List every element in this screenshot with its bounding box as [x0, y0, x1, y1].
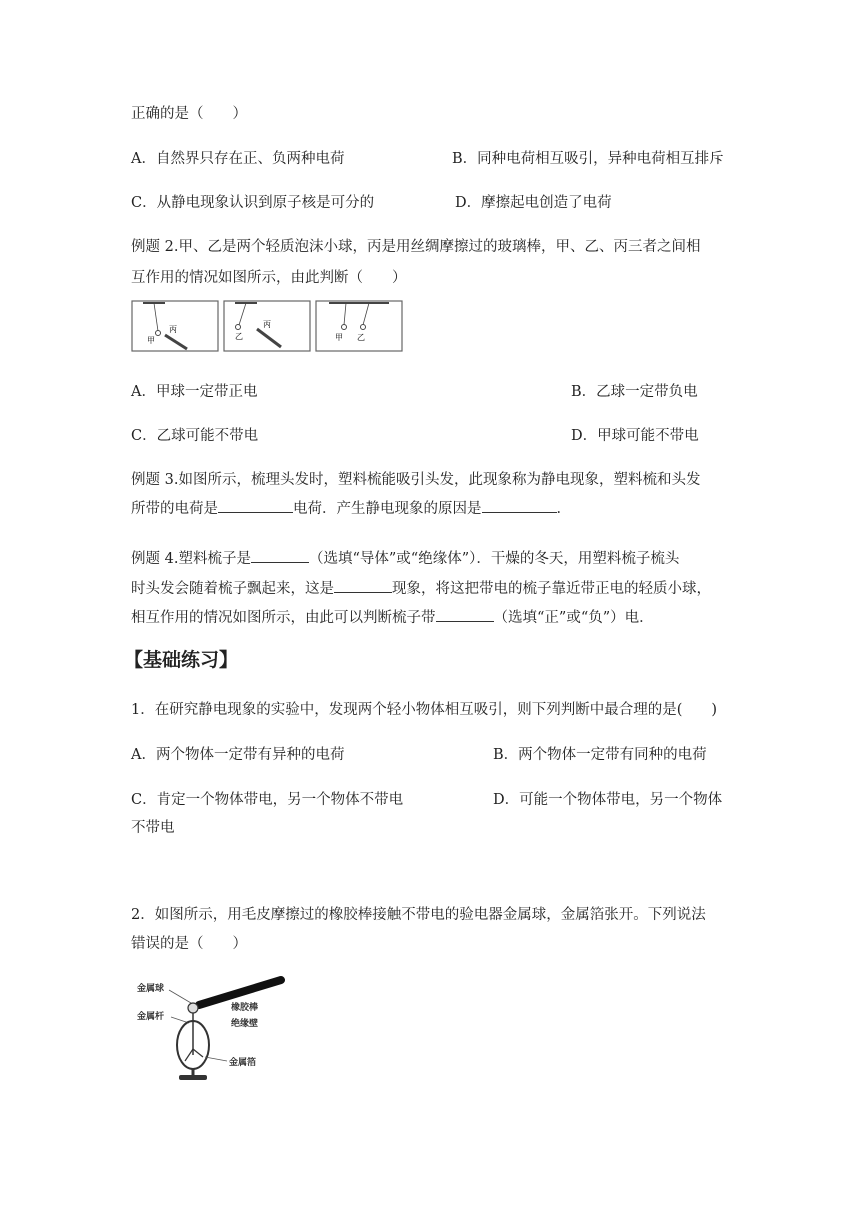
- option-d: D．摩擦起电创造了电荷: [455, 195, 612, 211]
- metal-ball: [188, 1003, 198, 1013]
- pendulum-figure: [131, 299, 406, 353]
- rubber-rod: [199, 980, 281, 1005]
- section-heading: 【基础练习】: [124, 649, 239, 671]
- p2-rod-label: 丙: [263, 320, 271, 329]
- p1-rod-label: 丙: [169, 325, 177, 334]
- example3-text-b: 电荷．产生静电现象的原因是: [293, 501, 482, 517]
- ex2-option-d: D．甲球可能不带电: [571, 428, 699, 444]
- question-stem-tail: 正确的是（ ）: [131, 106, 247, 122]
- option-a: A．自然界只存在正、负两种电荷: [131, 151, 345, 167]
- fill-blank[interactable]: [334, 578, 392, 593]
- ex2-option-a: A．甲球一定带正电: [131, 384, 258, 400]
- example4-text-3a: 相互作用的情况如图所示，由此可以判断梳子带: [131, 610, 436, 626]
- example3-line1: 例题 3.如图所示，梳理头发时，塑料梳能吸引头发，此现象称为静电现象，塑料梳和头发: [131, 472, 701, 488]
- example3-text-c: ．: [556, 501, 571, 517]
- exercise2-line2: 错误的是（ ）: [131, 936, 247, 952]
- base: [179, 1075, 207, 1080]
- example2-line2: 互作用的情况如图所示，由此判断（ ）: [131, 270, 407, 286]
- p3-left-label: 甲: [335, 333, 343, 342]
- exercise1-option-d-cont: 不带电: [131, 820, 175, 836]
- exercise1-option-c: C．肯定一个物体带电，另一个物体不带电: [131, 792, 404, 808]
- label-metal-ball: 金属球: [137, 984, 165, 994]
- p1-ball-label: 甲: [147, 336, 155, 345]
- example3-line2: [131, 498, 571, 519]
- label-metal-rod: 金属杆: [137, 1012, 165, 1022]
- exercise1-option-d: D．可能一个物体带电，另一个物体: [493, 792, 723, 808]
- panel-3: [316, 301, 402, 351]
- exercise1-stem: 1．在研究静电现象的实验中，发现两个轻小物体相互吸引，则下列判断中最合理的是( ): [131, 702, 718, 718]
- label-rubber-rod: 橡胶棒: [231, 1003, 259, 1013]
- fill-blank[interactable]: [436, 607, 494, 622]
- example4-text-2a: 时头发会随着梳子飘起来，这是: [131, 581, 334, 597]
- exercise2-line1: 2．如图所示，用毛皮摩擦过的橡胶棒接触不带电的验电器金属球，金属箔张开。下列说法: [131, 907, 706, 923]
- example2-line1: 例题 2.甲、乙是两个轻质泡沫小球，丙是用丝绸摩擦过的玻璃棒，甲、乙、丙三者之间相: [131, 239, 701, 255]
- ex2-option-b: B．乙球一定带负电: [571, 384, 698, 400]
- label-insulator: 绝缘壁: [231, 1019, 259, 1029]
- option-c: C．从静电现象认识到原子核是可分的: [131, 195, 375, 211]
- example4-line1: [131, 548, 679, 569]
- exercise1-option-a: A．两个物体一定带有异种的电荷: [131, 747, 345, 763]
- example4-text-2b: 现象，将这把带电的梳子靠近带正电的轻质小球，: [392, 581, 711, 597]
- p3-right-label: 乙: [357, 333, 365, 342]
- panel-1: [132, 301, 218, 351]
- p2-ball-label: 乙: [235, 332, 243, 341]
- example4-text-1b: （选填“导体”或“绝缘体”）．干燥的冬天，用塑料梳子梳头: [308, 551, 680, 567]
- exercise1-option-b: B．两个物体一定带有同种的电荷: [493, 747, 707, 763]
- panel-2: [224, 301, 310, 351]
- fill-blank[interactable]: [218, 498, 293, 513]
- fill-blank[interactable]: [482, 498, 557, 513]
- example4-text-1a: 例题 4.塑料梳子是: [131, 551, 251, 567]
- electroscope-figure: [131, 975, 291, 1085]
- fill-blank[interactable]: [251, 548, 309, 563]
- option-b: B．同种电荷相互吸引，异种电荷相互排斥: [452, 151, 724, 167]
- label-foil: 金属箔: [229, 1058, 257, 1068]
- ex2-option-c: C．乙球可能不带电: [131, 428, 259, 444]
- example4-line3: [131, 607, 654, 628]
- example3-text-a: 所带的电荷是: [131, 501, 218, 517]
- example4-text-3b: （选填“正”或“负”）电．: [493, 610, 654, 626]
- example4-line2: [131, 578, 711, 599]
